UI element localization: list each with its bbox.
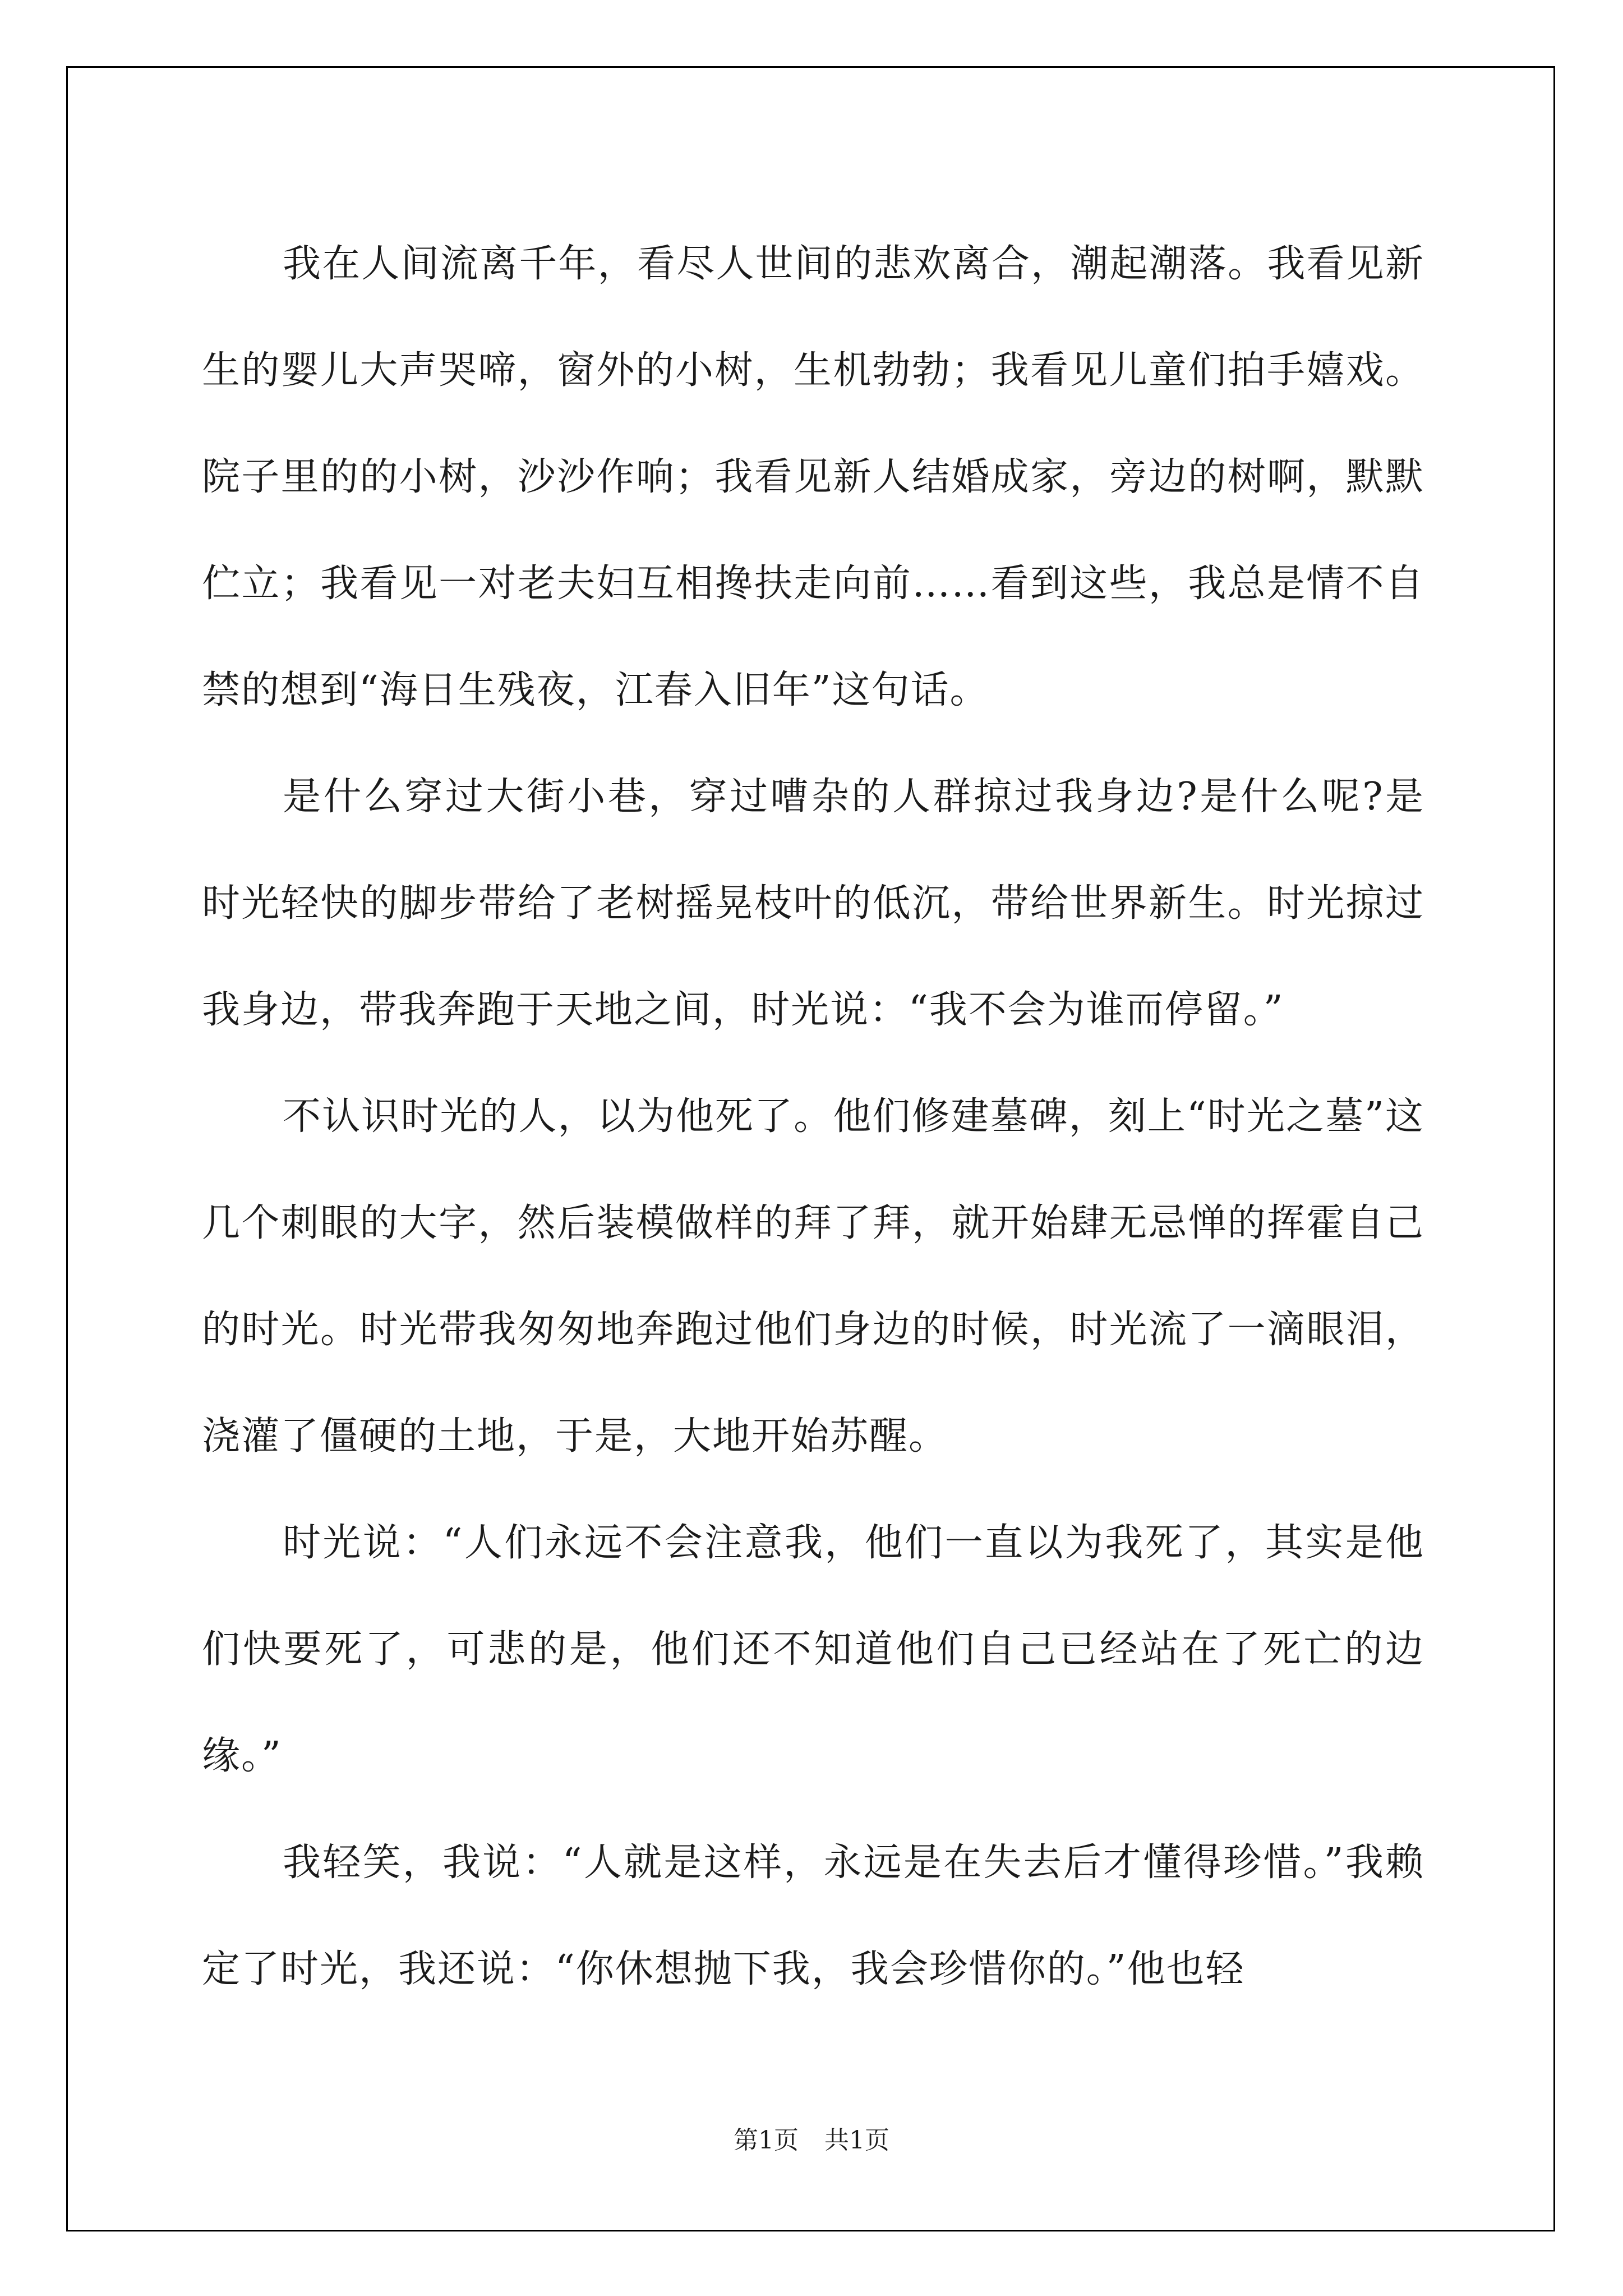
- document-body: [202, 211, 1424, 2023]
- page-total: 共1页: [824, 2126, 889, 2155]
- page-number: 第1页: [734, 2126, 799, 2155]
- paragraph: 我轻笑，我说：“人就是这样，永远是在失去后才懂得珍惜。”我赖定了时光，我还说：“你休想抛下我，我会珍惜你的。”他也轻: [202, 1841, 1424, 1991]
- paragraph: 不认识时光的人，以为他死了。他们修建墓碑，刻上“时光之墓”这几个刺眼的大字，然后装模做样的拜了拜，就开始肆无忌惮的挥霍自己的时光。时光带我匆匆地奔跑过他们身边的时候，时光流了一滴眼泪，浇灌了僵硬的土地，于是，大地开始苏醒。: [202, 1094, 1424, 1458]
- paragraph: 是什么穿过大街小巷，穿过嘈杂的人群掠过我身边?是什么呢?是时光轻快的脚步带给了老树摇晃枝叶的低沉，带给世界新生。时光掠过我身边，带我奔跑于天地之间，时光说：“我不会为谁而停留。”: [202, 775, 1424, 1032]
- paragraph: 时光说：“人们永远不会注意我，他们一直以为我死了，其实是他们快要死了，可悲的是，他们还不知道他们自己已经站在了死亡的边缘。”: [202, 1521, 1424, 1778]
- paragraph: 我在人间流离千年，看尽人世间的悲欢离合，潮起潮落。我看见新生的婴儿大声哭啼，窗外的小树，生机勃勃；我看见儿童们拍手嬉戏。院子里的的小树，沙沙作响；我看见新人结婚成家，旁边的树啊，默默伫立；我看见一对老夫妇互相搀扶走向前……看到这些，我总是情不自禁的想到“海日生残夜，江春入旧年”这句话。: [202, 242, 1424, 712]
- page-footer: [0, 2124, 1623, 2157]
